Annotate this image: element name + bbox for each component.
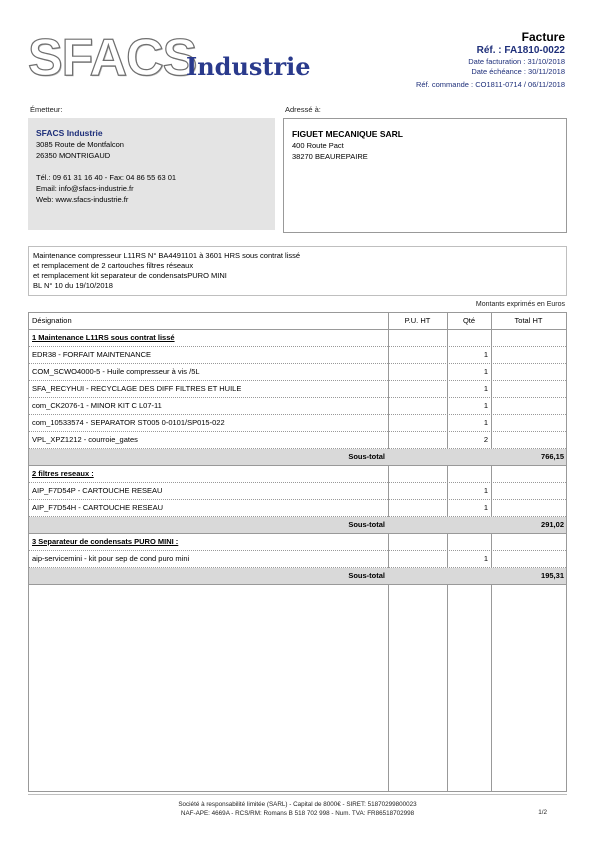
line-quantity: 1 xyxy=(483,554,488,563)
invoice-header xyxy=(416,30,565,90)
footer-divider xyxy=(28,794,567,795)
line-designation: EDR38 - FORFAIT MAINTENANCE xyxy=(32,350,152,359)
subtotal-amount: 291,02 xyxy=(541,520,564,529)
table-row xyxy=(29,483,566,500)
currency-note: Montants exprimés en Euros xyxy=(475,301,565,308)
emetteur-phone-fax: Tél.: 09 61 31 16 40 - Fax: 04 86 55 63 01 xyxy=(36,173,177,182)
table-row xyxy=(29,415,566,432)
table-row xyxy=(29,364,566,381)
invoice-description xyxy=(28,246,567,296)
subtotal-row xyxy=(29,568,566,585)
description-line: et remplacement de 2 cartouches filtres réseaux xyxy=(33,261,194,270)
emetteur-label: Émetteur: xyxy=(30,105,63,114)
section-title: 3 Separateur de condensats PURO MINI : xyxy=(32,537,179,546)
logo-industrie-text: Industrie xyxy=(186,52,311,81)
emetteur-box xyxy=(28,118,275,230)
line-quantity: 1 xyxy=(483,418,488,427)
emetteur-website: Web: www.sfacs-industrie.fr xyxy=(36,195,129,204)
line-designation: AIP_F7D54H - CARTOUCHE RESEAU xyxy=(32,503,164,512)
line-designation: aip-servicemini - kit pour sep de cond puro mini xyxy=(32,554,190,563)
emetteur-email: Email: info@sfacs-industrie.fr xyxy=(36,184,134,193)
logo-sfacs-text: SFACS xyxy=(28,29,197,87)
table-row xyxy=(29,381,566,398)
subtotal-amount: 195,31 xyxy=(541,571,564,580)
table-row xyxy=(29,432,566,449)
line-designation: com_10533574 - SEPARATOR ST005 0-0101/SP015-022 xyxy=(32,418,225,427)
line-quantity: 1 xyxy=(483,503,488,512)
header-designation: Désignation xyxy=(32,316,72,325)
table-row xyxy=(29,551,566,568)
due-date: Date échéance : 30/11/2018 xyxy=(471,66,565,76)
line-quantity: 1 xyxy=(483,401,488,410)
company-logo xyxy=(28,30,318,90)
line-designation: VPL_XPZ1212 - courroie_gates xyxy=(32,435,138,444)
order-reference: Réf. commande : CO1811-0714 / 06/11/2018 xyxy=(416,80,565,89)
subtotal-amount: 766,15 xyxy=(541,452,564,461)
footer-legal xyxy=(28,800,567,818)
section-title: 2 filtres reseaux : xyxy=(32,469,94,478)
section-row xyxy=(29,330,566,347)
subtotal-label: Sous-total xyxy=(348,452,385,461)
line-quantity: 1 xyxy=(483,486,488,495)
description-line: et remplacement kit separateur de condensatsPURO MINI xyxy=(33,271,227,280)
subtotal-label: Sous-total xyxy=(348,571,385,580)
line-quantity: 1 xyxy=(483,367,488,376)
footer-line1: Société à responsabilité limitée (SARL) - Capital de 8000€ - SIRET: 51870299800023 xyxy=(178,801,417,808)
subtotal-row xyxy=(29,449,566,466)
section-row xyxy=(29,534,566,551)
description-line: BL N° 10 du 19/10/2018 xyxy=(33,281,113,290)
destinataire-label: Adressé à: xyxy=(285,105,321,114)
header-unit-price: P.U. HT xyxy=(404,316,431,325)
emetteur-address-line1: 3085 Route de Montfalcon xyxy=(36,140,124,149)
header-quantity: Qté xyxy=(462,316,476,325)
line-quantity: 2 xyxy=(483,435,488,444)
table-header xyxy=(29,313,566,330)
line-designation: AIP_F7D54P - CARTOUCHE RESEAU xyxy=(32,486,163,495)
destinataire-address-line1: 400 Route Pact xyxy=(292,141,344,150)
header-total: Total HT xyxy=(514,316,543,325)
document-title: Facture xyxy=(521,30,565,44)
table-row xyxy=(29,398,566,415)
section-title: 1 Maintenance L11RS sous contrat lissé xyxy=(32,333,175,342)
table-row xyxy=(29,347,566,364)
section-row xyxy=(29,466,566,483)
footer-line2: NAF-APE: 4669A - RCS/RM: Romans B 518 702 998 - Num. TVA: FR86518702998 xyxy=(180,810,415,817)
page-number: 1/2 xyxy=(538,809,547,816)
destinataire-name: FIGUET MECANIQUE SARL xyxy=(292,129,403,139)
line-quantity: 1 xyxy=(483,384,488,393)
line-quantity: 1 xyxy=(483,350,488,359)
line-designation: SFA_RECYHUI - RECYCLAGE DES DIFF FILTRES ET HUILE xyxy=(32,384,242,393)
table-row xyxy=(29,500,566,517)
invoice-date: Date facturation : 31/10/2018 xyxy=(468,57,565,66)
invoice-reference: Réf. : FA1810-0022 xyxy=(476,45,565,56)
line-designation: com_CK2076-1 - MINOR KIT C L07-11 xyxy=(32,401,162,410)
subtotal-row xyxy=(29,517,566,534)
line-designation: COM_SCWO4000-5 - Huile compresseur à vis /5L xyxy=(32,367,200,376)
invoice-lines-table xyxy=(28,312,567,792)
description-line: Maintenance compresseur L11RS N° BA4491101 à 3601 HRS sous contrat lissé xyxy=(33,251,301,260)
emetteur-name: SFACS Industrie xyxy=(36,128,103,138)
emetteur-address-line2: 26350 MONTRIGAUD xyxy=(36,151,111,160)
subtotal-label: Sous-total xyxy=(348,520,385,529)
destinataire-address-line2: 38270 BEAUREPAIRE xyxy=(292,152,368,161)
destinataire-box xyxy=(283,118,567,233)
